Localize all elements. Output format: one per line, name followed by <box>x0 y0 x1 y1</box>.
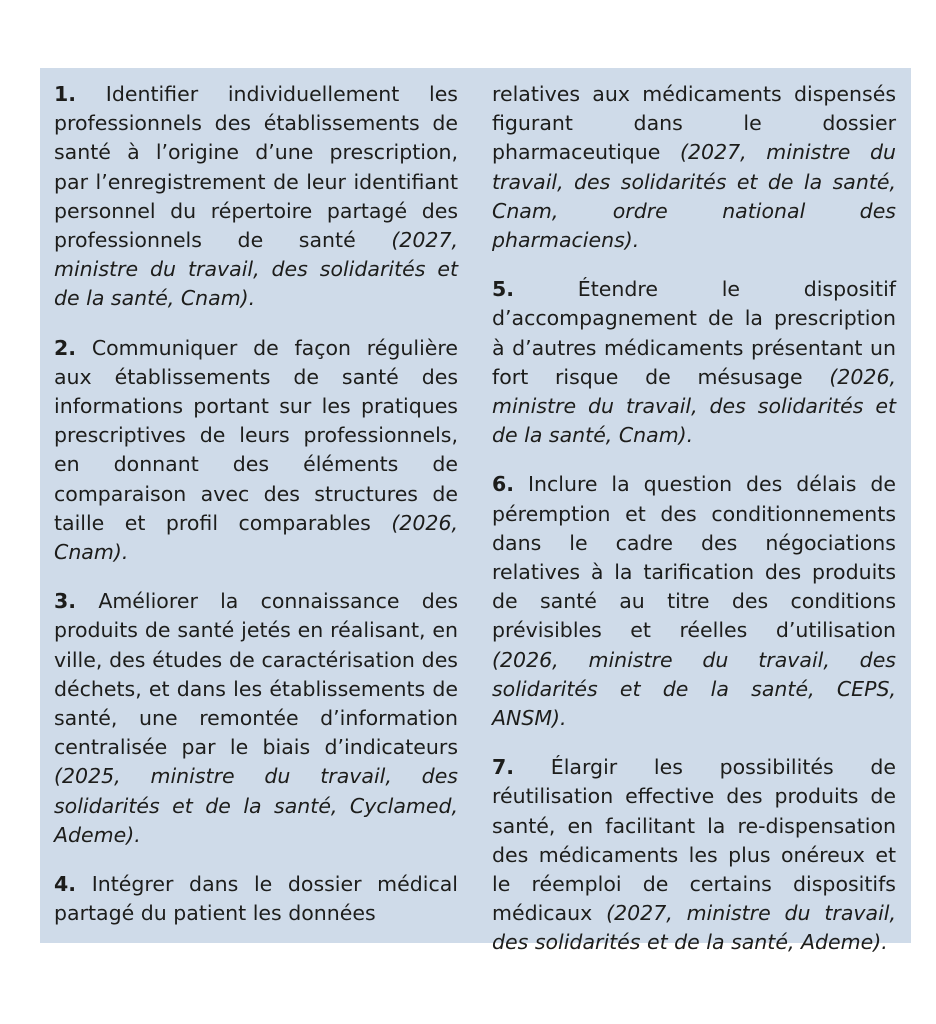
recommendation-5 <box>492 275 896 450</box>
recommendation-3 <box>54 587 458 850</box>
right-column <box>492 80 896 978</box>
recommendation-text: Identifier individuellement les professionnels des établissements de santé à l’origine d’une prescription, par l’enregistrement de leur identifiant personnel du répertoire partagé des professionnels de santé <box>54 82 458 253</box>
recommendation-reference: (2027, ministre du travail, des solidarités et de la santé, Cnam, ordre national des pharmaciens). <box>492 140 896 253</box>
recommendation-reference: (2026, ministre du travail, des solidarités et de la santé, Cnam). <box>492 364 896 448</box>
recommendation-reference: (2027, ministre du travail, des solidarités et de la santé, Ademe). <box>492 901 896 955</box>
recommendation-text: Intégrer dans le dossier médical partagé du patient les données <box>54 872 458 926</box>
recommendation-reference: (2026, Cnam). <box>54 510 458 565</box>
recommendation-text: Améliorer la connaissance des produits de santé jetés en réalisant, en ville, des études de caractérisation des déchets, et dans les établissements de santé, une remontée d’information centralisée par le biais d’indicateurs <box>54 589 458 760</box>
recommendation-4-continued <box>492 80 896 255</box>
left-column <box>54 80 458 948</box>
recommendation-text-continued: relatives aux médicaments dispensés figurant dans le dossier pharmaceutique <box>492 82 896 165</box>
recommendation-text: Inclure la question des délais de péremption et des conditionnements dans le cadre des négociations relatives à la tarification des produits de santé au titre des conditions prévisibles et réelles d’utilisation <box>492 472 896 643</box>
recommendation-7 <box>492 753 896 957</box>
recommendation-number: 1. <box>54 82 77 106</box>
recommendations-box <box>40 68 911 955</box>
recommendation-number: 7. <box>492 755 515 780</box>
recommendation-text: Élargir les possibilités de réutilisation effective des produits de santé, en facilitant la re-dispensation des médicaments les plus onéreux et le réemploi de certains dispositifs médicaux <box>492 755 896 926</box>
recommendation-number: 2. <box>54 335 77 360</box>
recommendation-reference: (2027, ministre du travail, des solidarités et de la santé, Cnam). <box>54 228 458 311</box>
recommendation-number: 3. <box>54 589 77 614</box>
recommendation-1 <box>54 80 458 314</box>
recommendation-number: 4. <box>54 872 77 897</box>
recommendation-6 <box>492 470 896 733</box>
recommendation-4-start <box>54 870 458 928</box>
recommendation-text: Étendre le dispositif d’accompagnement de la prescription à d’autres médicaments présentant un fort risque de mésusage <box>492 277 896 389</box>
recommendation-2 <box>54 334 458 568</box>
recommendation-reference: (2026, ministre du travail, des solidarités et de la santé, CEPS, ANSM). <box>492 647 896 731</box>
recommendation-text: Communiquer de façon régulière aux établissements de santé des informations portant sur les pratiques prescriptives de leurs professionnels, en donnant des éléments de comparaison avec des structures de taille et profil comparables <box>54 335 458 535</box>
recommendation-number: 5. <box>492 277 515 302</box>
recommendation-reference: (2025, ministre du travail, des solidarités et de la santé, Cyclamed, Ademe). <box>54 764 458 847</box>
recommendation-number: 6. <box>492 472 515 497</box>
